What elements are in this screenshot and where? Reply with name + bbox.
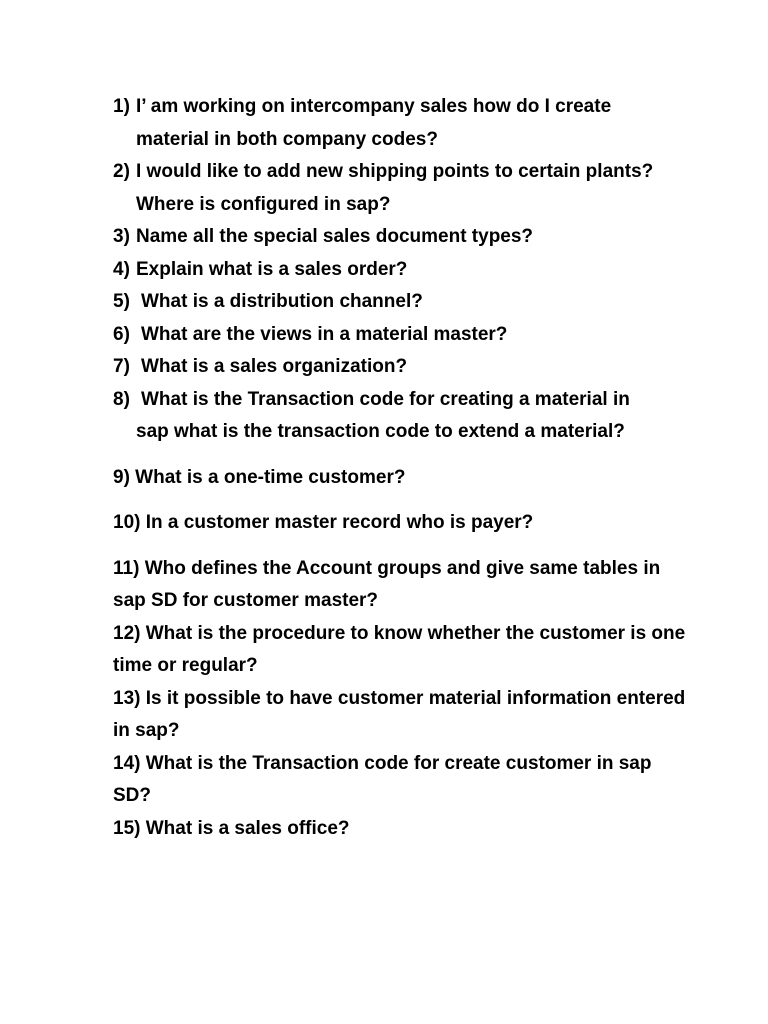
item-text: 11) Who defines the Account groups and give same tables in sap SD for customer master? <box>113 557 661 611</box>
list-item <box>0 748 768 813</box>
item-text: 14) What is the Transaction code for create customer in sap SD? <box>113 752 652 806</box>
item-text-continued: material in both company codes? <box>136 128 438 150</box>
list-item <box>0 254 768 287</box>
list-item <box>0 91 768 156</box>
item-text: Name all the special sales document types? <box>136 226 534 247</box>
item-text-continued: Where is configured in sap? <box>136 193 391 215</box>
list-item <box>0 221 768 254</box>
item-text: 10) In a customer master record who is payer? <box>113 512 534 533</box>
list-item <box>0 286 768 319</box>
item-number: 2) <box>113 161 130 182</box>
list-item <box>0 462 768 495</box>
item-number: 7) <box>113 356 130 377</box>
item-text: 13) Is it possible to have customer material information entered in sap? <box>113 687 686 741</box>
item-text: Explain what is a sales order? <box>136 258 408 280</box>
item-text: 15) What is a sales office? <box>113 817 350 839</box>
list-item <box>0 683 768 748</box>
item-text: I would like to add new shipping points to certain plants? <box>136 161 654 182</box>
item-text-continued: sap what is the transaction code to extend a material? <box>136 421 625 442</box>
item-number: 5) <box>113 291 130 312</box>
item-text: 9) What is a one-time customer? <box>113 466 406 488</box>
item-text: What are the views in a material master? <box>141 323 508 345</box>
item-text: What is a distribution channel? <box>141 291 423 312</box>
item-number: 3) <box>113 226 130 247</box>
list-item <box>0 384 768 449</box>
list-item <box>0 507 768 540</box>
list-item <box>0 813 768 846</box>
item-text: 12) What is the procedure to know whether the customer is one time or regular? <box>113 622 686 676</box>
list-item <box>0 156 768 221</box>
item-number: 4) <box>113 258 130 280</box>
list-item <box>0 618 768 683</box>
item-number: 6) <box>113 323 130 345</box>
item-text: What is the Transaction code for creating a material in <box>141 388 630 410</box>
item-number: 8) <box>113 388 130 410</box>
list-item <box>0 553 768 618</box>
item-text: I’ am working on intercompany sales how do I create <box>136 96 612 117</box>
item-text: What is a sales organization? <box>141 356 408 377</box>
item-number: 1) <box>113 96 130 117</box>
list-item <box>0 351 768 384</box>
list-item <box>0 319 768 352</box>
question-list <box>0 91 768 845</box>
